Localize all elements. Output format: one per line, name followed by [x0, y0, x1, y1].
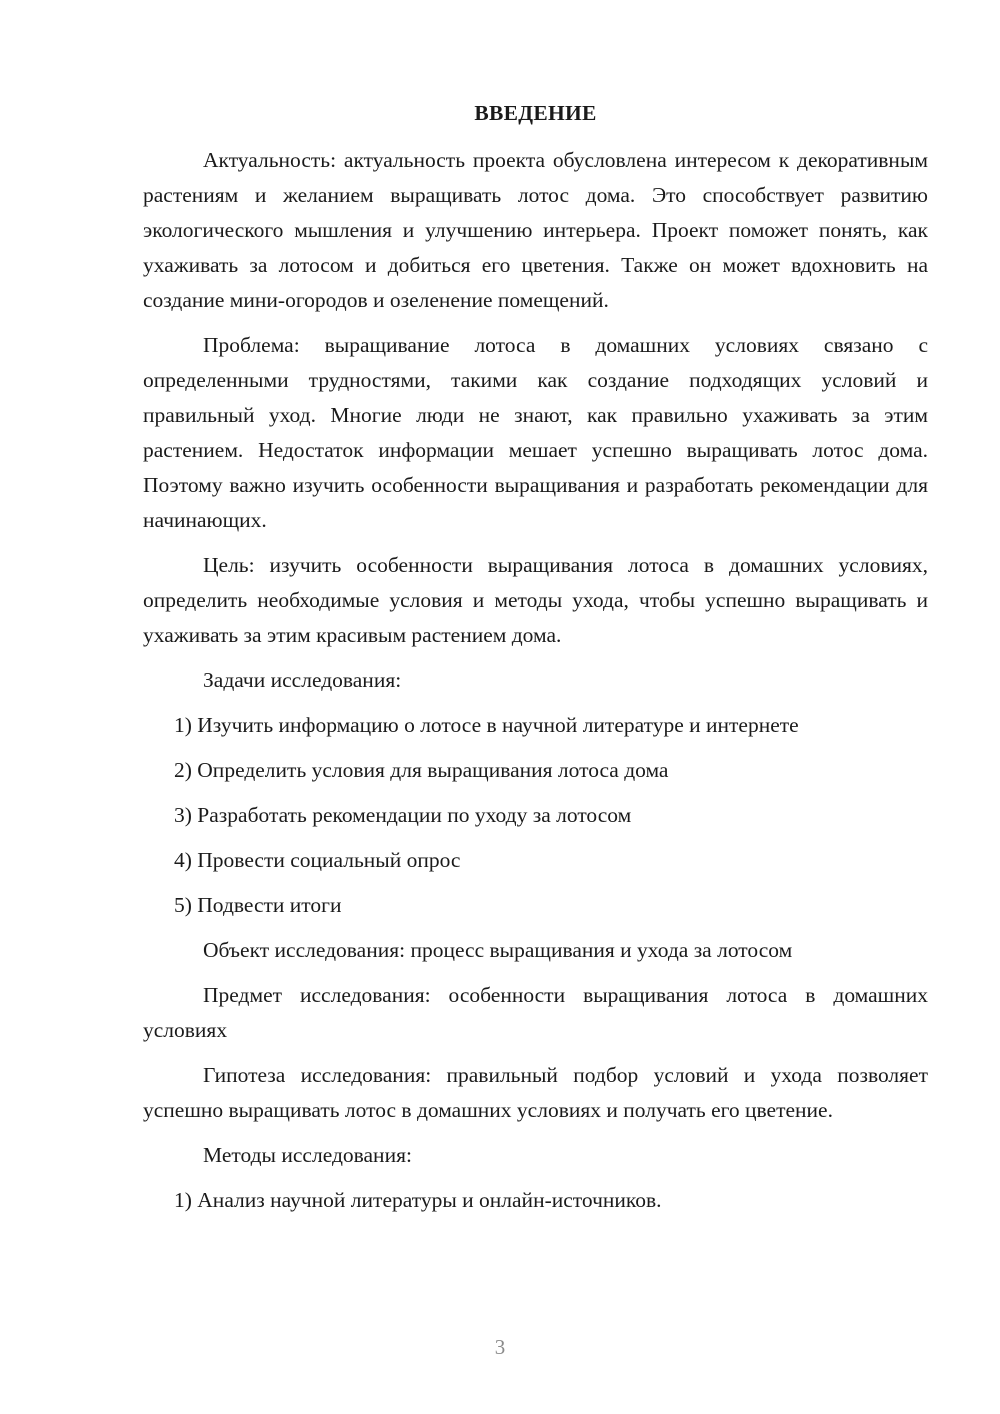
hypothesis-paragraph: Гипотеза исследования: правильный подбор условий и ухода позволяет успешно выращивать лотос в домашних условиях и получать его цветение.	[143, 1063, 928, 1122]
task-item: 5) Подвести итоги	[174, 893, 342, 917]
problem-paragraph: Проблема: выращивание лотоса в домашних условиях связано с определенными трудностями, такими как создание подходящих условий и правильный уход. Многие люди не знают, как правильно ухаживать за этим растением. Недостаток информации мешает успешно выращивать лотос дома. Поэтому важно изучить особенности выращивания и разработать рекомендации для начинающих.	[143, 333, 928, 532]
task-item: 3) Разработать рекомендации по уходу за лотосом	[174, 803, 632, 827]
methods-list	[143, 1183, 928, 1218]
object-paragraph: Объект исследования: процесс выращивания и ухода за лотосом	[203, 938, 793, 962]
methods-heading: Методы исследования:	[203, 1143, 412, 1167]
method-item: 1) Анализ научной литературы и онлайн-источников.	[174, 1188, 662, 1212]
tasks-heading: Задачи исследования:	[203, 668, 402, 692]
document-page	[143, 96, 928, 1228]
goal-paragraph: Цель: изучить особенности выращивания лотоса в домашних условиях, определить необходимые условия и методы ухода, чтобы успешно выращивать и ухаживать за этим красивым растением дома.	[143, 553, 928, 647]
subject-paragraph: Предмет исследования: особенности выращивания лотоса в домашних условиях	[143, 983, 928, 1042]
task-item: 2) Определить условия для выращивания лотоса дома	[174, 758, 669, 782]
task-item: 1) Изучить информацию о лотосе в научной литературе и интернете	[174, 713, 799, 737]
tasks-list	[143, 708, 928, 923]
relevance-paragraph: Актуальность: актуальность проекта обусловлена интересом к декоративным растениям и желанием выращивать лотос дома. Это способствует развитию экологического мышления и улучшению интерьера. Проект поможет понять, как ухаживать за лотосом и добиться его цветения. Также он может вдохновить на создание мини-огородов и озеленение помещений.	[143, 148, 928, 312]
section-title: ВВЕДЕНИЕ	[474, 101, 597, 125]
task-item: 4) Провести социальный опрос	[174, 848, 461, 872]
page-number: 3	[494, 1335, 506, 1359]
